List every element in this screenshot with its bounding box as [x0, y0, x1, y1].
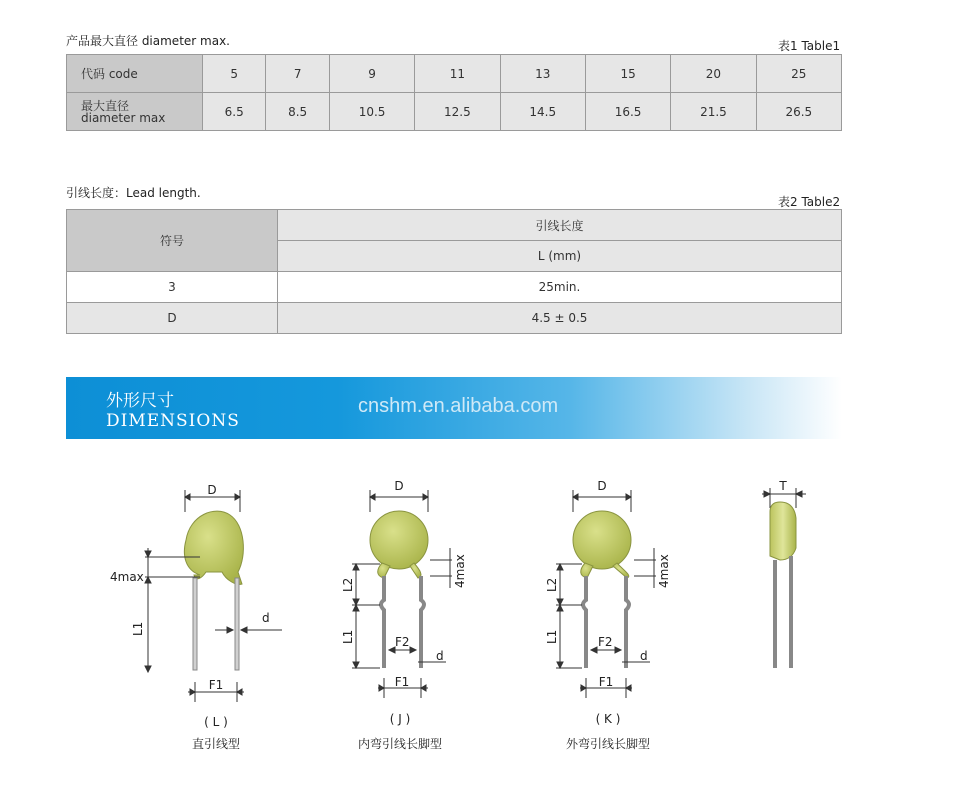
type-k-diagram — [556, 490, 656, 698]
table-cell: 11 — [415, 55, 500, 93]
table-cell: 12.5 — [415, 93, 500, 131]
label-4max: 4max — [657, 554, 671, 588]
label-4max: 4max — [110, 570, 144, 584]
diameter-header — [67, 93, 203, 131]
label-4max: 4max — [453, 554, 467, 588]
type-l-diagram — [145, 490, 282, 702]
dimension-diagrams — [0, 460, 960, 812]
table1-caption: 产品最大直径 diameter max. — [66, 34, 230, 48]
banner-title-en: DIMENSIONS — [106, 411, 240, 431]
label-F1: F1 — [208, 678, 224, 692]
table-cell: 14.5 — [500, 93, 585, 131]
type-j-code: ( J ) — [389, 712, 411, 726]
table-cell: 5 — [203, 55, 266, 93]
table-row — [67, 93, 842, 131]
label-D: D — [597, 479, 607, 493]
table-cell: 26.5 — [756, 93, 841, 131]
watermark: cnshm.en.alibaba.com — [358, 395, 559, 417]
label-L2: L2 — [545, 577, 559, 592]
label-L2: L2 — [341, 577, 355, 592]
type-l-name: 直引线型 — [191, 737, 240, 751]
label-F2: F2 — [395, 635, 410, 649]
diameter-header-cn: 最大直径 — [81, 98, 130, 113]
type-k-code: ( K ) — [595, 712, 621, 726]
dimensions-banner — [66, 377, 842, 439]
table2-number: 表2 Table2 — [778, 195, 841, 209]
table-cell: 20 — [671, 55, 756, 93]
table1-number: 表1 Table1 — [778, 39, 841, 53]
table-row — [67, 272, 842, 303]
table-cell: 15 — [585, 55, 670, 93]
table-row — [67, 210, 842, 241]
table-cell: 3 — [67, 272, 278, 303]
label-F1: F1 — [598, 675, 614, 689]
symbol-header: 符号 — [67, 210, 278, 272]
table-cell: 13 — [500, 55, 585, 93]
table2-caption: 引线长度：Lead length. — [66, 186, 201, 200]
label-L1: L1 — [545, 629, 559, 644]
label-d: d — [640, 649, 648, 663]
table-cell: 8.5 — [266, 93, 329, 131]
table-cell: D — [67, 303, 278, 334]
table-cell: 25min. — [278, 272, 842, 303]
label-D: D — [207, 483, 217, 497]
table-row — [67, 55, 842, 93]
type-j-name: 内弯引线长脚型 — [357, 737, 442, 751]
table-cell: 4.5 ± 0.5 — [278, 303, 842, 334]
side-view-diagram — [762, 488, 806, 668]
label-T: T — [779, 479, 787, 493]
table-row — [67, 303, 842, 334]
banner-title-cn: 外形尺寸 — [106, 391, 174, 411]
type-k-name: 外弯引线长脚型 — [565, 737, 650, 751]
type-j-diagram — [352, 490, 452, 698]
type-l-code: ( L ) — [204, 715, 228, 729]
table-cell: 7 — [266, 55, 329, 93]
table-cell: 10.5 — [329, 93, 414, 131]
diameter-table — [66, 54, 842, 131]
lead-length-table — [66, 209, 842, 334]
label-L1: L1 — [341, 629, 355, 644]
table-cell: 6.5 — [203, 93, 266, 131]
table-cell: 16.5 — [585, 93, 670, 131]
label-d: d — [436, 649, 444, 663]
table-cell: 25 — [756, 55, 841, 93]
code-header: 代码 code — [67, 55, 203, 93]
label-d: d — [262, 611, 270, 625]
label-D: D — [394, 479, 404, 493]
label-L1: L1 — [131, 621, 145, 636]
length-unit: L (mm) — [278, 241, 842, 272]
label-F1: F1 — [394, 675, 410, 689]
table-cell: 9 — [329, 55, 414, 93]
diameter-header-en: diameter max — [81, 110, 166, 125]
label-F2: F2 — [598, 635, 613, 649]
length-header: 引线长度 — [278, 210, 842, 241]
table-cell: 21.5 — [671, 93, 756, 131]
